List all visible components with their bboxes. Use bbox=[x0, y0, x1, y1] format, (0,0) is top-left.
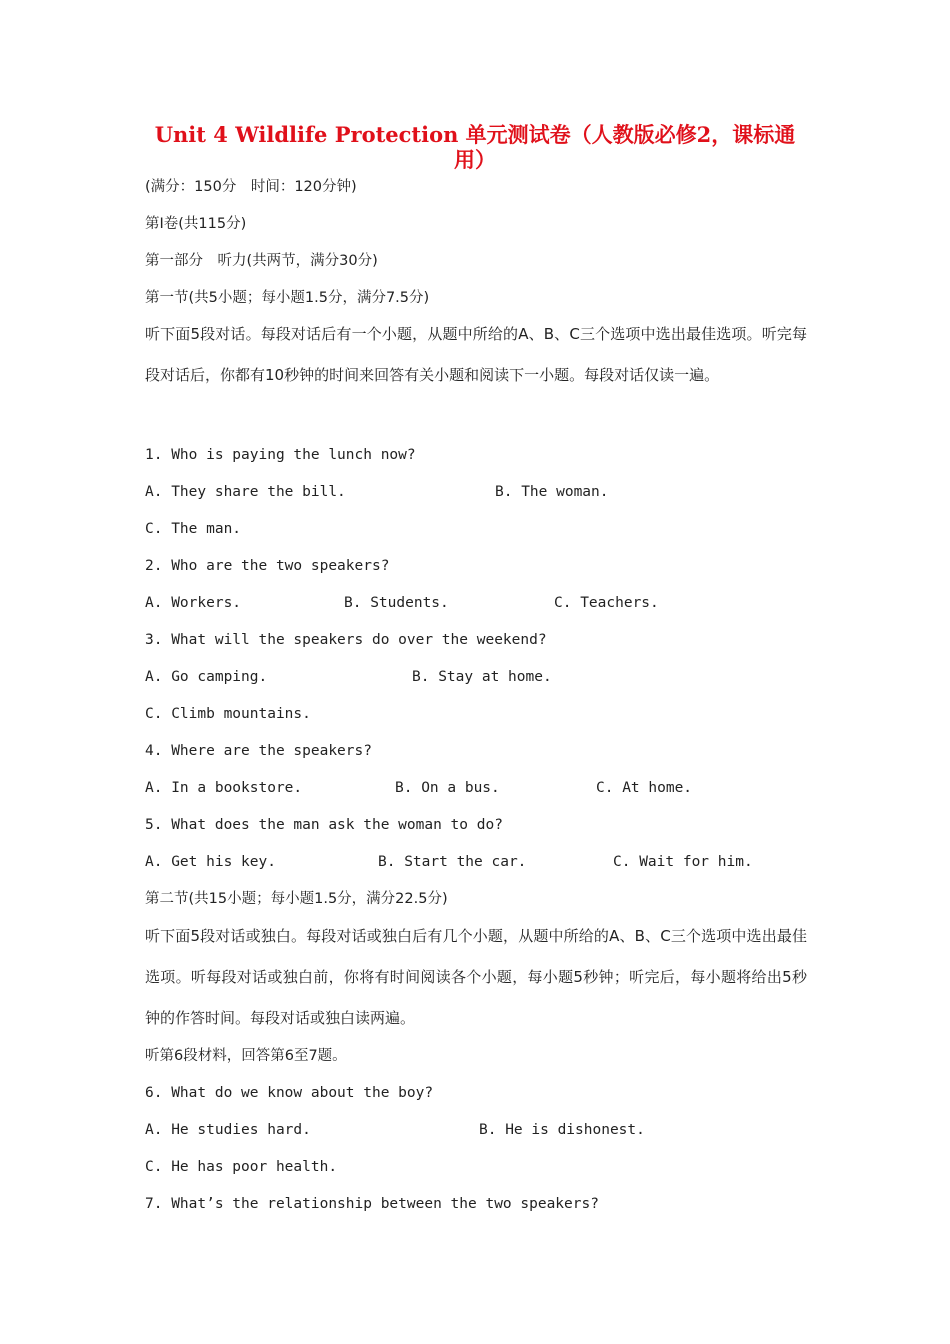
q6-option-a: A. He studies hard. bbox=[145, 1122, 311, 1138]
q3-option-c: C. Climb mountains. bbox=[145, 706, 311, 722]
q4-option-b: B. On a bus. bbox=[395, 780, 500, 796]
q1-option-a: A. They share the bill. bbox=[145, 484, 346, 500]
q5-option-a: A. Get his key. bbox=[145, 854, 276, 870]
q1-option-b: B. The woman. bbox=[495, 484, 609, 500]
part-heading: 第一部分 听力(共两节，满分30分) bbox=[145, 253, 378, 269]
q2-option-a: A. Workers. bbox=[145, 595, 242, 611]
q1-option-c: C. The man. bbox=[145, 521, 242, 537]
material-6-note: 听第6段材料，回答第6至7题。 bbox=[145, 1048, 347, 1064]
q4-option-c: C. At home. bbox=[596, 780, 693, 796]
section2-heading: 第二节(共15小题；每小题1.5分，满分22.5分) bbox=[145, 891, 448, 907]
document-title: Unit 4 Wildlife Protection 单元测试卷（人教版必修2，课标通用） bbox=[154, 122, 796, 172]
q6-option-b: B. He is dishonest. bbox=[479, 1122, 645, 1138]
q5-option-b: B. Start the car. bbox=[378, 854, 527, 870]
score-time-info: (满分：150分 时间：120分钟) bbox=[145, 179, 357, 195]
q4-option-a: A. In a bookstore. bbox=[145, 780, 303, 796]
question-2: 2. Who are the two speakers? bbox=[145, 558, 390, 574]
question-7: 7. What’s the relationship between the two speakers? bbox=[145, 1196, 599, 1212]
volume-heading: 第Ⅰ卷(共115分) bbox=[145, 216, 247, 232]
q2-option-b: B. Students. bbox=[344, 595, 449, 611]
section1-heading: 第一节(共5小题；每小题1.5分，满分7.5分) bbox=[145, 290, 430, 306]
q3-option-b: B. Stay at home. bbox=[412, 669, 552, 685]
q3-option-a: A. Go camping. bbox=[145, 669, 268, 685]
section1-instructions: 听下面5段对话。每段对话后有一个小题，从题中所给的A、B、C三个选项中选出最佳选项。听完每段对话后，你都有10秒钟的时间来回答有关小题和阅读下一小题。每段对话仅读一遍。 bbox=[145, 325, 807, 384]
question-4: 4. Where are the speakers? bbox=[145, 743, 372, 759]
question-6: 6. What do we know about the boy? bbox=[145, 1085, 434, 1101]
q6-option-c: C. He has poor health. bbox=[145, 1159, 338, 1175]
section2-instructions: 听下面5段对话或独白。每段对话或独白后有几个小题，从题中所给的A、B、C三个选项中选出最佳选项。听每段对话或独白前，你将有时间阅读各个小题，每小题5秒钟；听完后，每小题将给出5秒钟的作答时间。每段对话或独白读两遍。 bbox=[145, 927, 807, 1027]
q2-option-c: C. Teachers. bbox=[554, 595, 659, 611]
question-3: 3. What will the speakers do over the weekend? bbox=[145, 632, 547, 648]
q5-option-c: C. Wait for him. bbox=[613, 854, 753, 870]
question-1: 1. Who is paying the lunch now? bbox=[145, 447, 416, 463]
question-5: 5. What does the man ask the woman to do? bbox=[145, 817, 503, 833]
